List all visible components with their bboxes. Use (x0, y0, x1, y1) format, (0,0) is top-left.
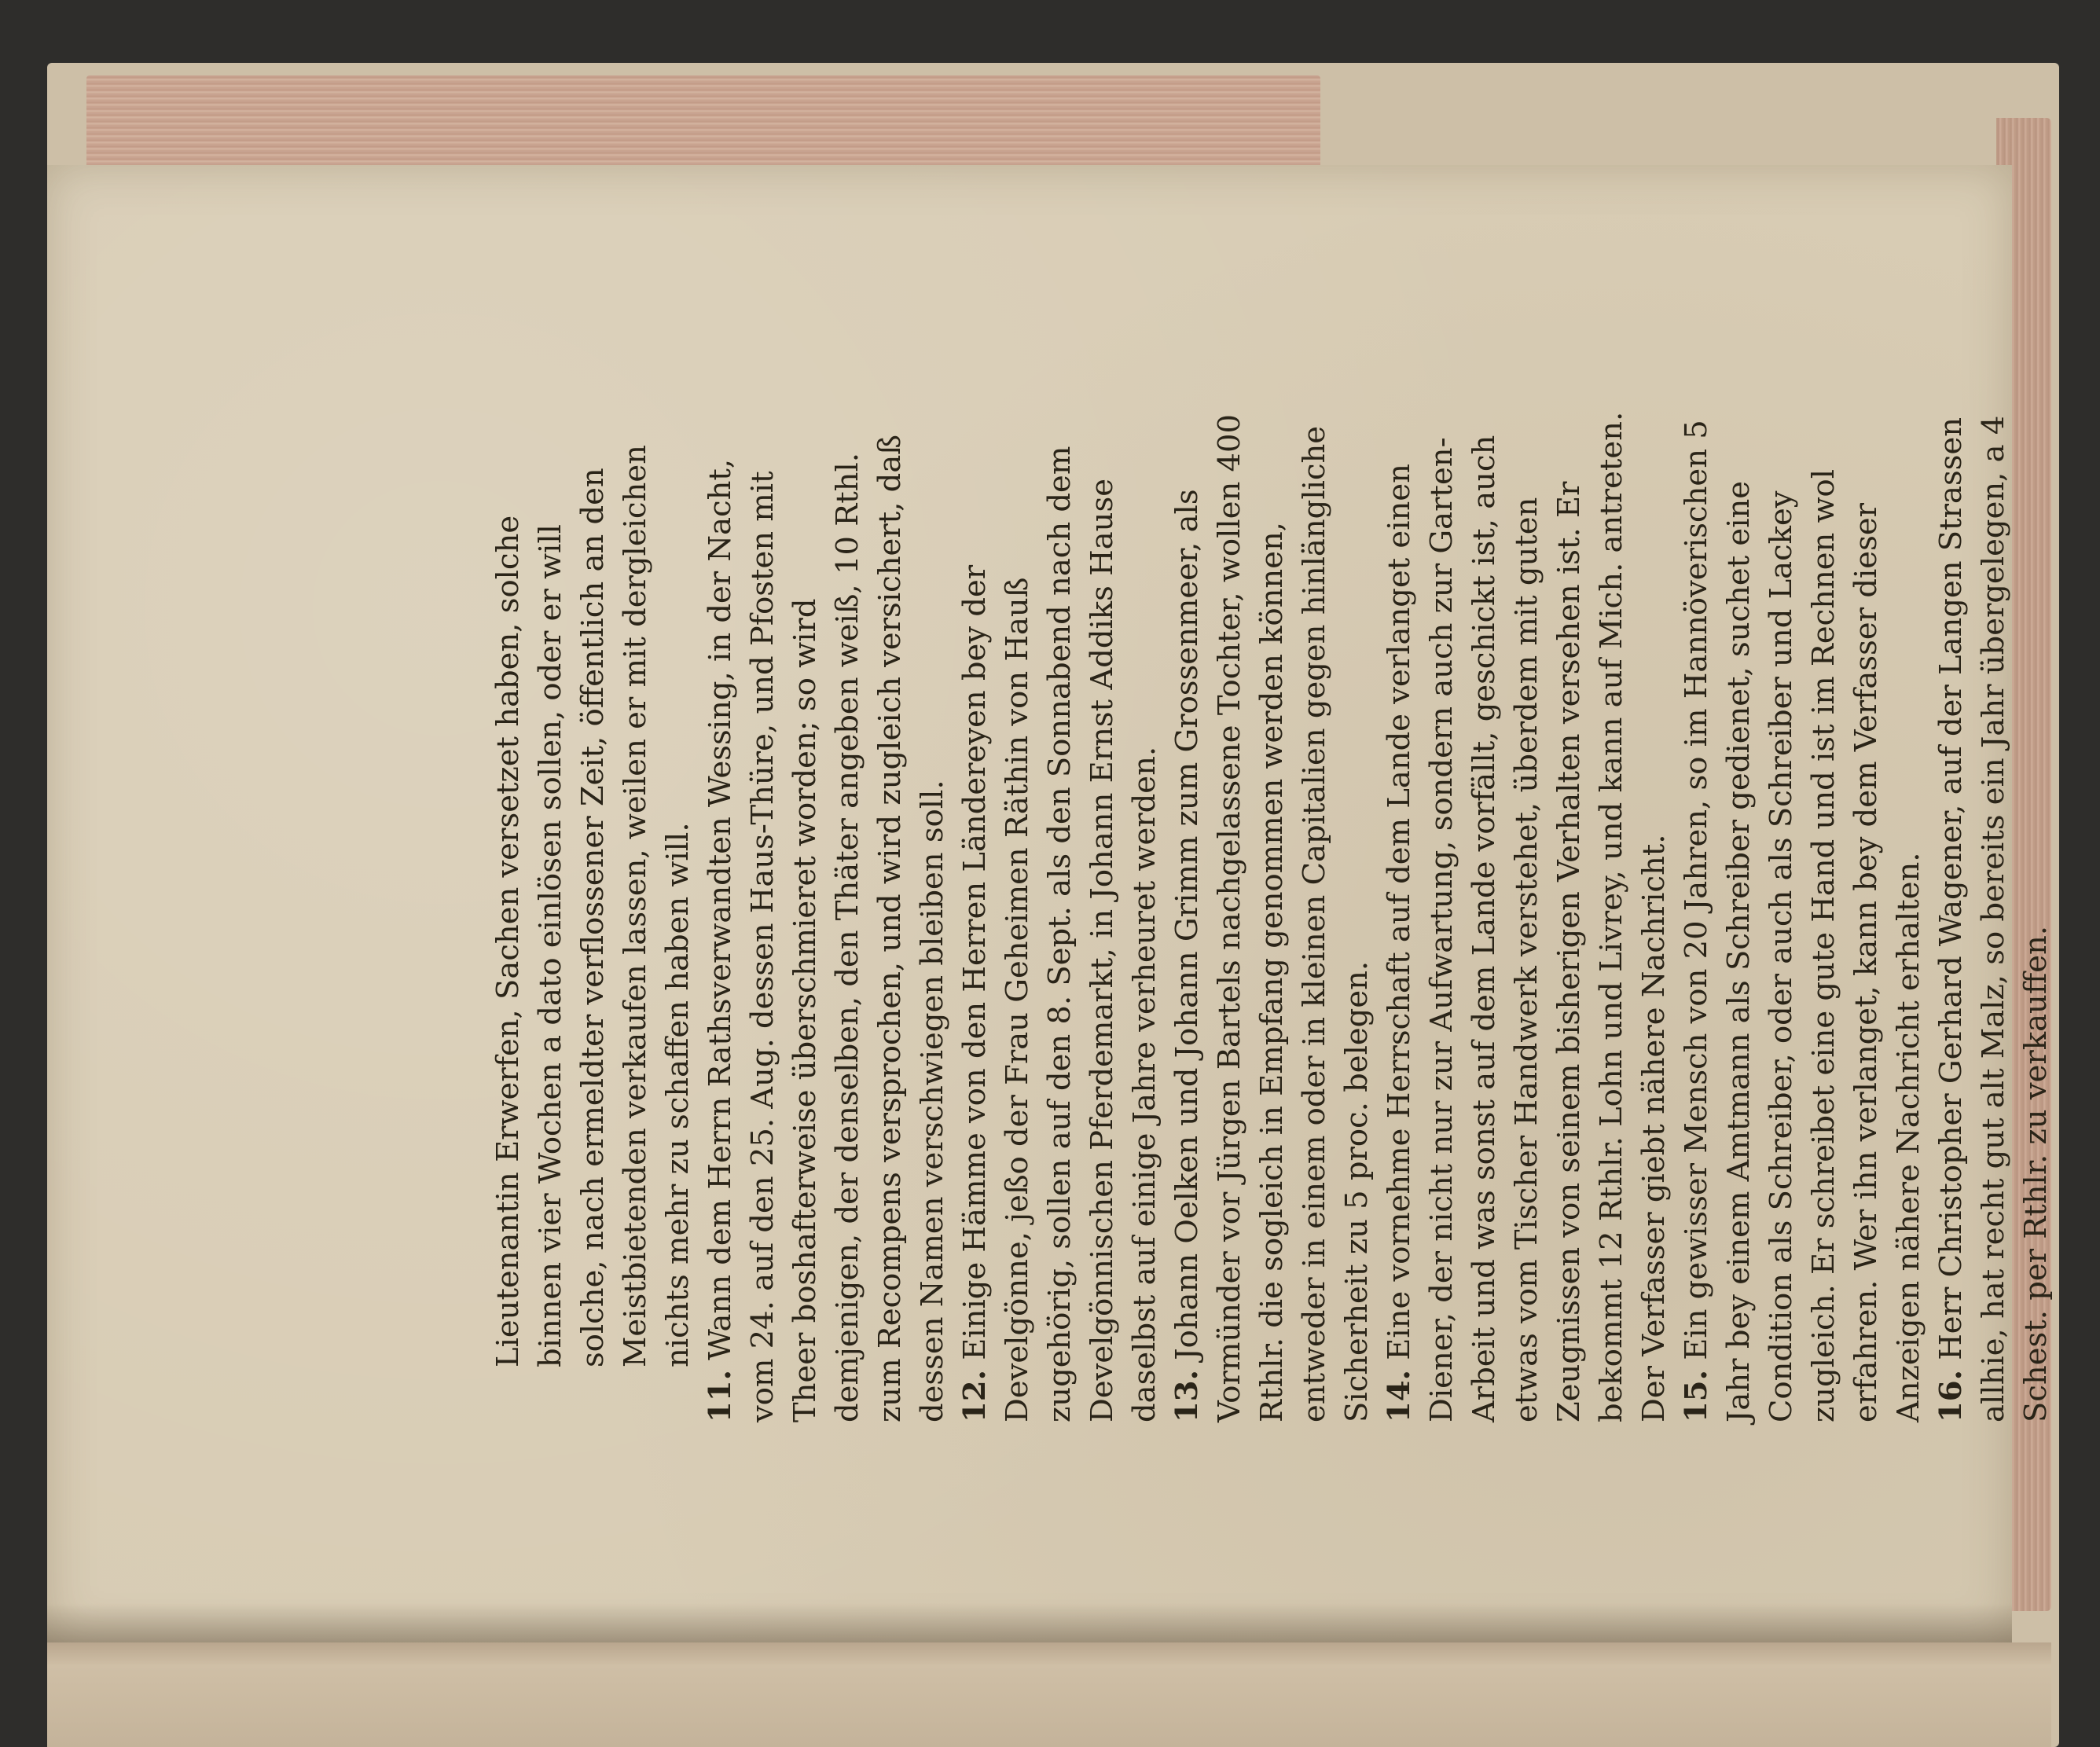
entry-12 (954, 409, 1166, 1422)
entry-text: Lieutenantin Erwerfen, Sachen versetzet haben, solche binnen vier Wochen a dato einlösen sollen, oder er will solche, nach ermeldter verflossener Zeit, öffentlich an den Meistbietenden verkaufen lassen, weilen er mit dergleichen nichts mehr zu schaffen haben will. (490, 445, 696, 1367)
entry-text: Herr Christopher Gerhard Wagener, auf der Langen Strassen allhie, hat recht gut alt Malz, so bereits ein Jahr übergelegen, a 4 Schest. per Rthlr. zu verkauffen. (1933, 415, 2054, 1422)
entry-number: 16. (1933, 1370, 1969, 1422)
entry-number: 14. (1382, 1370, 1417, 1422)
entry-15 (1676, 409, 1930, 1422)
entry-11 (699, 409, 954, 1422)
entry-text: Eine vornehme Herrschaft auf dem Lande verlanget einen Diener, der nicht nur zur Aufwartung, sondern auch zur Garten-Arbeit und was sonst auf dem Lande vorfällt, geschickt ist, auch etwas vom Tischer Handwerk verstehet, überdem mit guten Zeugnissen von seinem bisherigen Verhalten versehen ist. Er bekommt 12 Rthlr. Lohn und Livrey, und kann auf Mich. antreten. Der Verfasser giebt nähere Nachricht. (1382, 411, 1672, 1422)
page-text (487, 409, 2054, 1422)
entry-16 (1930, 409, 2058, 1422)
entry-continued (487, 409, 699, 1422)
facing-page-edge (47, 1642, 2051, 1747)
entry-number: 15. (1679, 1370, 1714, 1422)
entry-text: Einige Hämme von den Herren Ländereyen bey der Develgönne, jeßo der Frau Geheimen Räthin von Hauß zugehörig, sollen auf den 8. Sept. als den Sonnabend nach dem Develgönnischen Pferdemarkt, in Johann Ernst Addiks Hause daselbst auf einige Jahre verheuret werden. (957, 446, 1162, 1422)
entry-number: 11. (703, 1370, 738, 1422)
entry-text: Johann Oelken und Johann Grimm zum Grossenmeer, als Vormünder vor Jürgen Bartels nachgelassene Tochter, wollen 400 Rthlr. die sogleich in Empfang genommen werden können, entweder in einem oder in kleinen Capitalien gegen hinlängliche Sicherheit zu 5 proc. belegen. (1169, 413, 1375, 1422)
entry-14 (1379, 409, 1676, 1422)
entry-text: Ein gewisser Mensch von 20 Jahren, so im Hannöverischen 5 Jahr bey einem Amtmann als Schreiber gedienet, suchet eine Condition als Schreiber, oder auch als Schreiber und Lackey zugleich. Er schreibet eine gute Hand und ist im Rechnen wol erfahren. Wer ihn verlanget, kann bey dem Verfasser dieser Anzeigen nähere Nachricht erhalten. (1679, 420, 1926, 1422)
entry-number: 13. (1169, 1370, 1205, 1422)
entry-text: Wann dem Herrn Rathsverwandten Wessing, in der Nacht, vom 24. auf den 25. Aug. dessen Haus-Thüre, und Pfosten mit Theer boshafterweise überschmieret worden; so wird demjenigen, der denselben, den Thäter angeben weiß, 10 Rthl. zum Recompens versprochen, und wird zugleich versichert, daß dessen Namen verschwiegen bleiben soll. (703, 435, 950, 1422)
entry-13 (1166, 409, 1379, 1422)
entry-number: 12. (957, 1370, 993, 1422)
